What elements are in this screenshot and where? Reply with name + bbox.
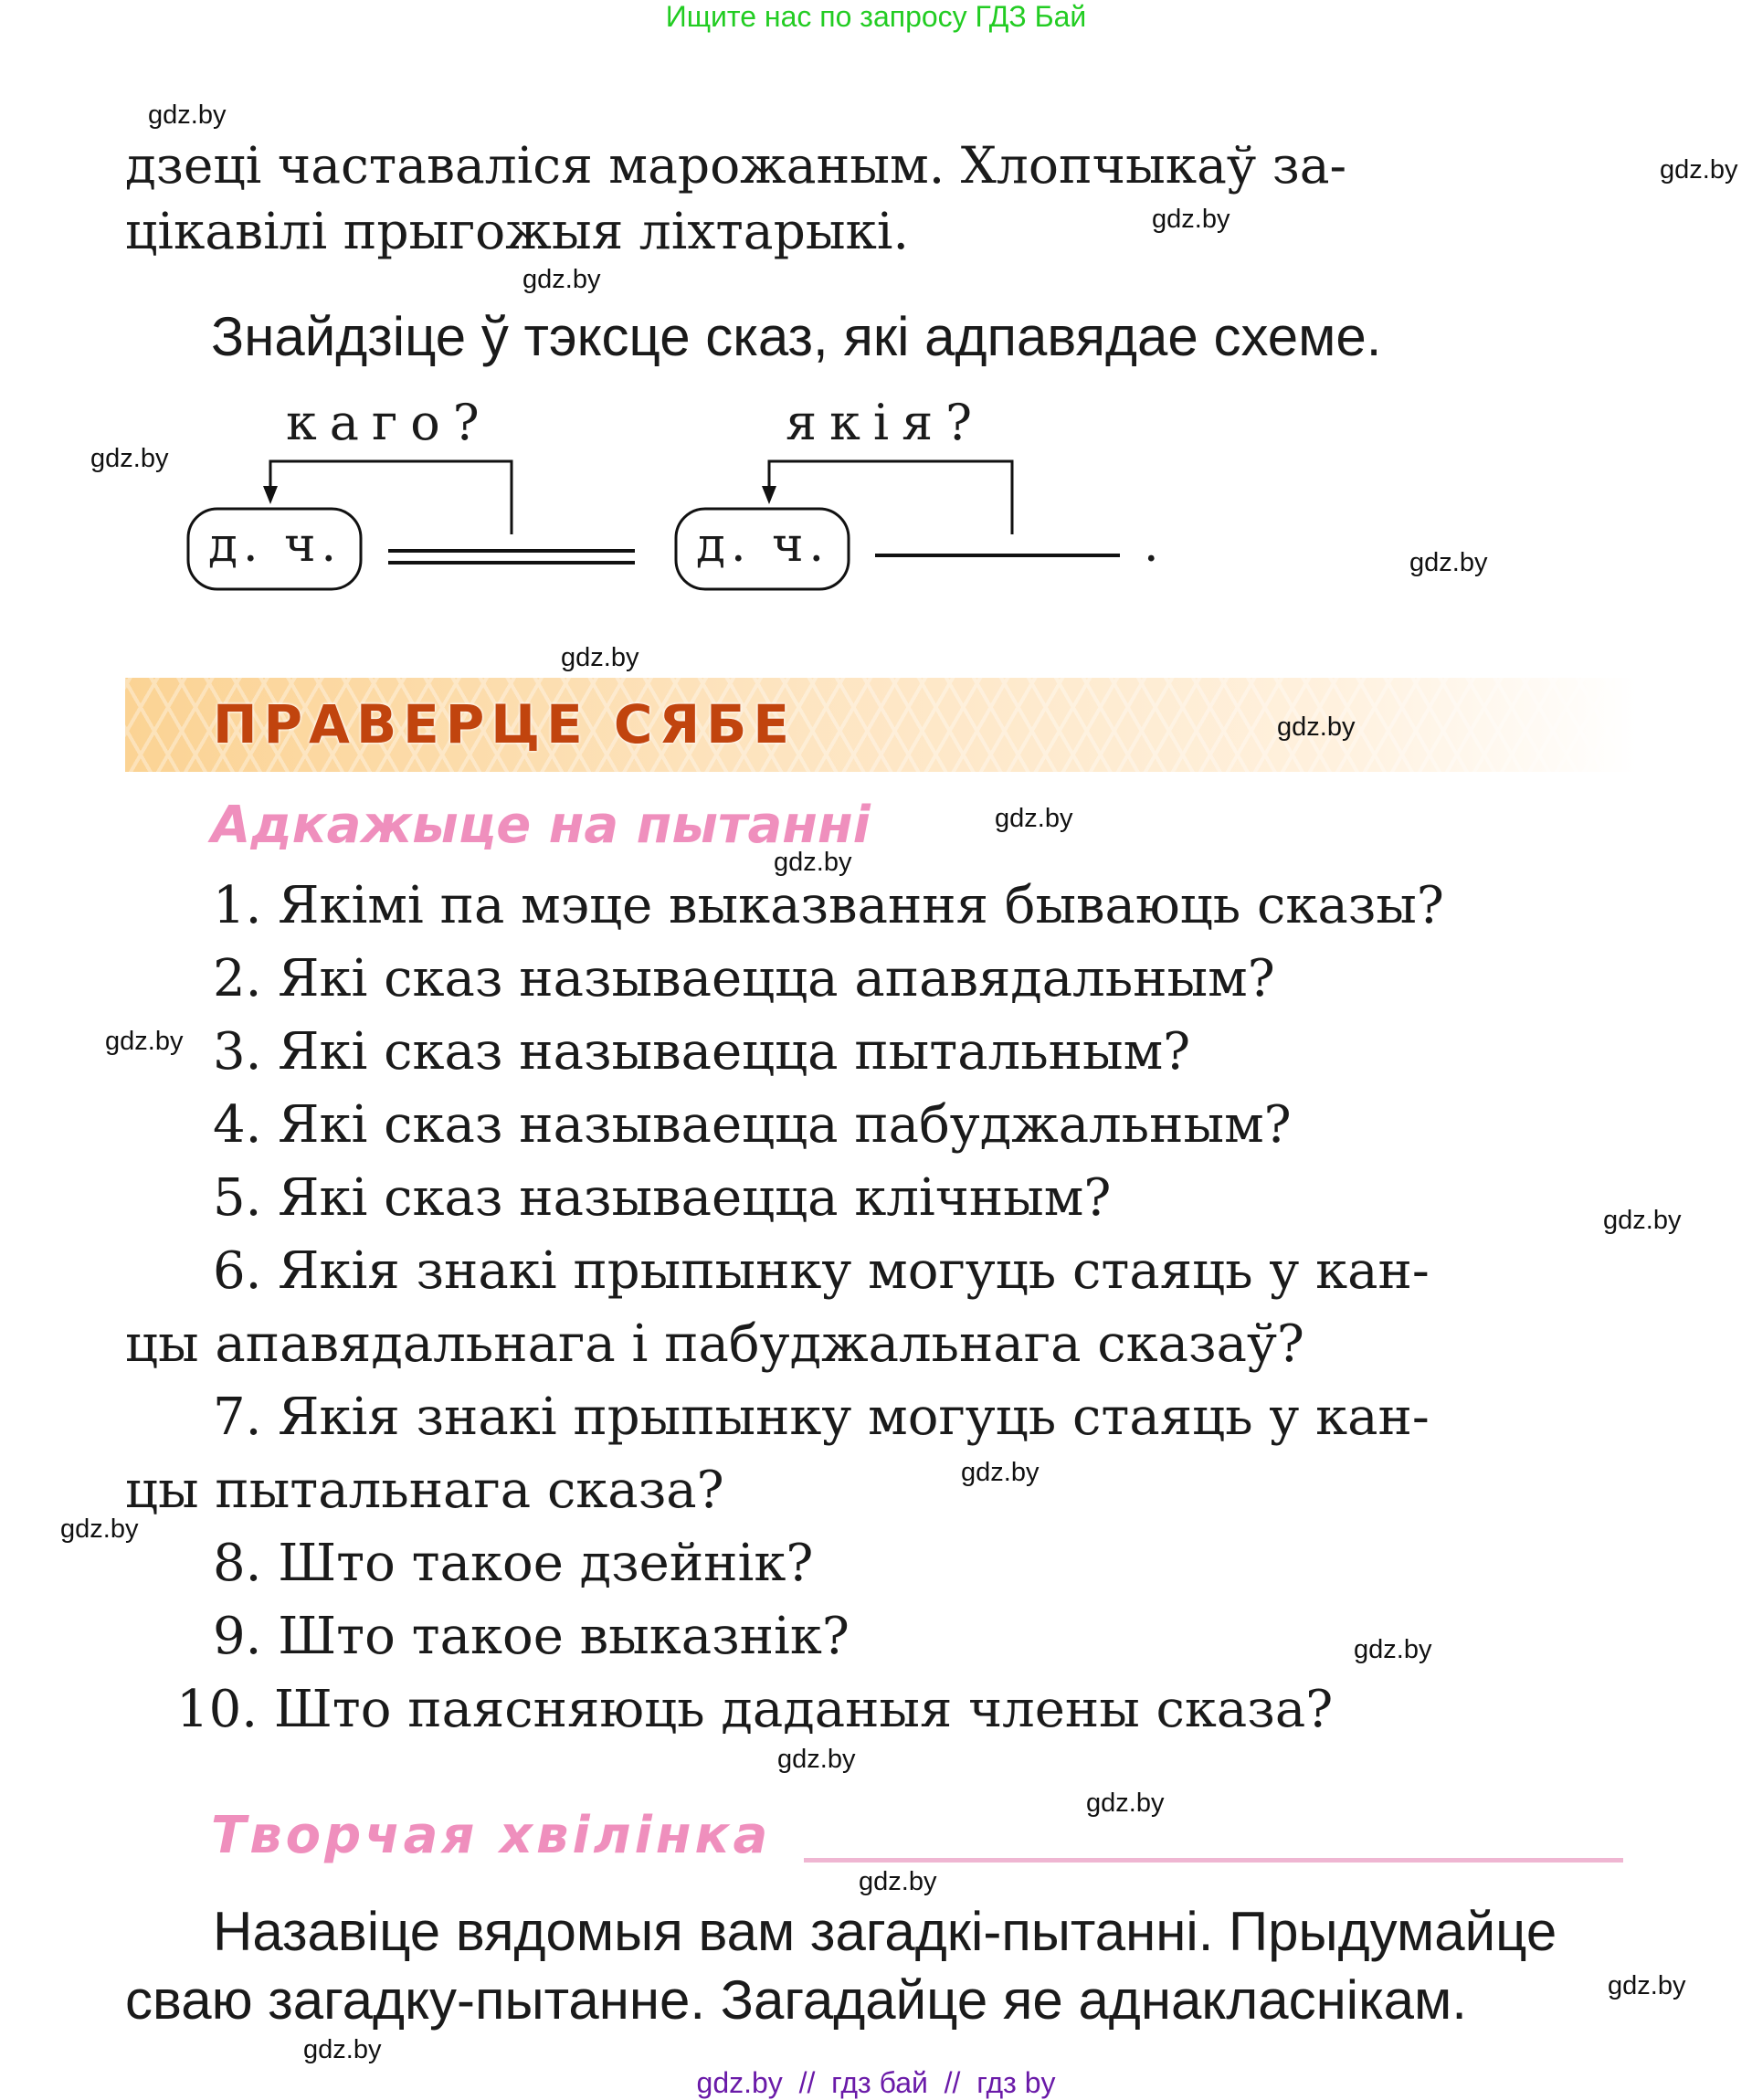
section-banner [125, 678, 1637, 772]
question-4: 4. Які сказ называецца пабуджальным? [213, 1095, 1292, 1155]
schema-end-dot: . [1144, 518, 1165, 573]
question-1: 1. Якімі па мэце выказвання бываюць сказы? [213, 876, 1444, 935]
schema-question-1: каго? [286, 394, 492, 451]
creative-line-2: сваю загадку-пытанне. Загадайце яе аднакласнікам. [125, 1969, 1467, 2031]
schema-box-1-label: д. ч. [208, 518, 342, 573]
watermark: gdz.by [1152, 205, 1230, 234]
watermark: gdz.by [1277, 712, 1356, 742]
watermark: gdz.by [90, 444, 169, 473]
arrowhead-2 [762, 486, 776, 504]
question-6: 6. Якія знакі прыпынку могуць стаяць у кан- [213, 1241, 1430, 1301]
watermark: gdz.by [859, 1867, 937, 1896]
question-7: 7. Якія знакі прыпынку могуць стаяць у кан- [213, 1388, 1430, 1447]
watermark: gdz.by [961, 1458, 1040, 1487]
watermark: gdz.by [1603, 1206, 1682, 1235]
question-7-cont: цы пытальнага сказа? [125, 1461, 724, 1520]
watermark: gdz.by [995, 804, 1073, 833]
watermark: gdz.by [105, 1027, 184, 1056]
question-2: 2. Які сказ называецца апавядальным? [213, 949, 1275, 1008]
task-text: Знайдзіце ў тэксце сказ, які адпавядае схеме. [211, 306, 1382, 367]
watermark: gdz.by [148, 100, 227, 130]
text-line-1: дзеці частаваліся марожаным. Хлопчыкаў за- [125, 136, 1347, 195]
banner-title: ПРАВЕРЦЕ СЯБЕ [213, 693, 796, 755]
watermark: gdz.by [303, 2035, 382, 2064]
watermark: gdz.by [1354, 1635, 1432, 1664]
watermark: gdz.by [522, 265, 601, 294]
watermark: gdz.by [1608, 1971, 1686, 2000]
watermark: gdz.by [561, 643, 639, 672]
watermark: gdz.by [1660, 155, 1738, 185]
schema-question-2: якія? [786, 394, 986, 451]
watermark: gdz.by [777, 1745, 856, 1774]
footer-links: gdz.by // гдз бай // гдз by [696, 2066, 1056, 2099]
creative-line-1: Назавіце вядомыя вам загадкі-пытанні. Прыдумайце [213, 1901, 1557, 1962]
text-line-2: цікавілі прыгожыя ліхтарыкі. [125, 202, 910, 260]
creative-heading: Творчая хвілінка [211, 1806, 772, 1865]
question-10: 10. Што паясняюць даданыя члены сказа? [176, 1680, 1334, 1739]
questions-heading: Адкажыце на пытанні [211, 796, 871, 855]
question-5: 5. Які сказ называецца клічным? [213, 1168, 1112, 1228]
creative-heading-rule [804, 1858, 1623, 1863]
schema-box-2-label: д. ч. [696, 518, 829, 573]
question-6-cont: цы апавядальнага і пабуджальнага сказаў? [125, 1314, 1304, 1374]
arrowhead-1 [263, 486, 278, 504]
watermark: gdz.by [60, 1514, 139, 1544]
watermark: gdz.by [1409, 548, 1488, 577]
question-9: 9. Што такое выказнік? [213, 1607, 850, 1666]
question-3: 3. Які сказ называецца пытальным? [213, 1022, 1191, 1082]
question-8: 8. Што такое дзейнік? [213, 1534, 814, 1593]
watermark: gdz.by [774, 848, 852, 877]
search-hint: Ищите нас по запросу ГДЗ Бай [665, 0, 1087, 33]
watermark: gdz.by [1086, 1789, 1165, 1818]
